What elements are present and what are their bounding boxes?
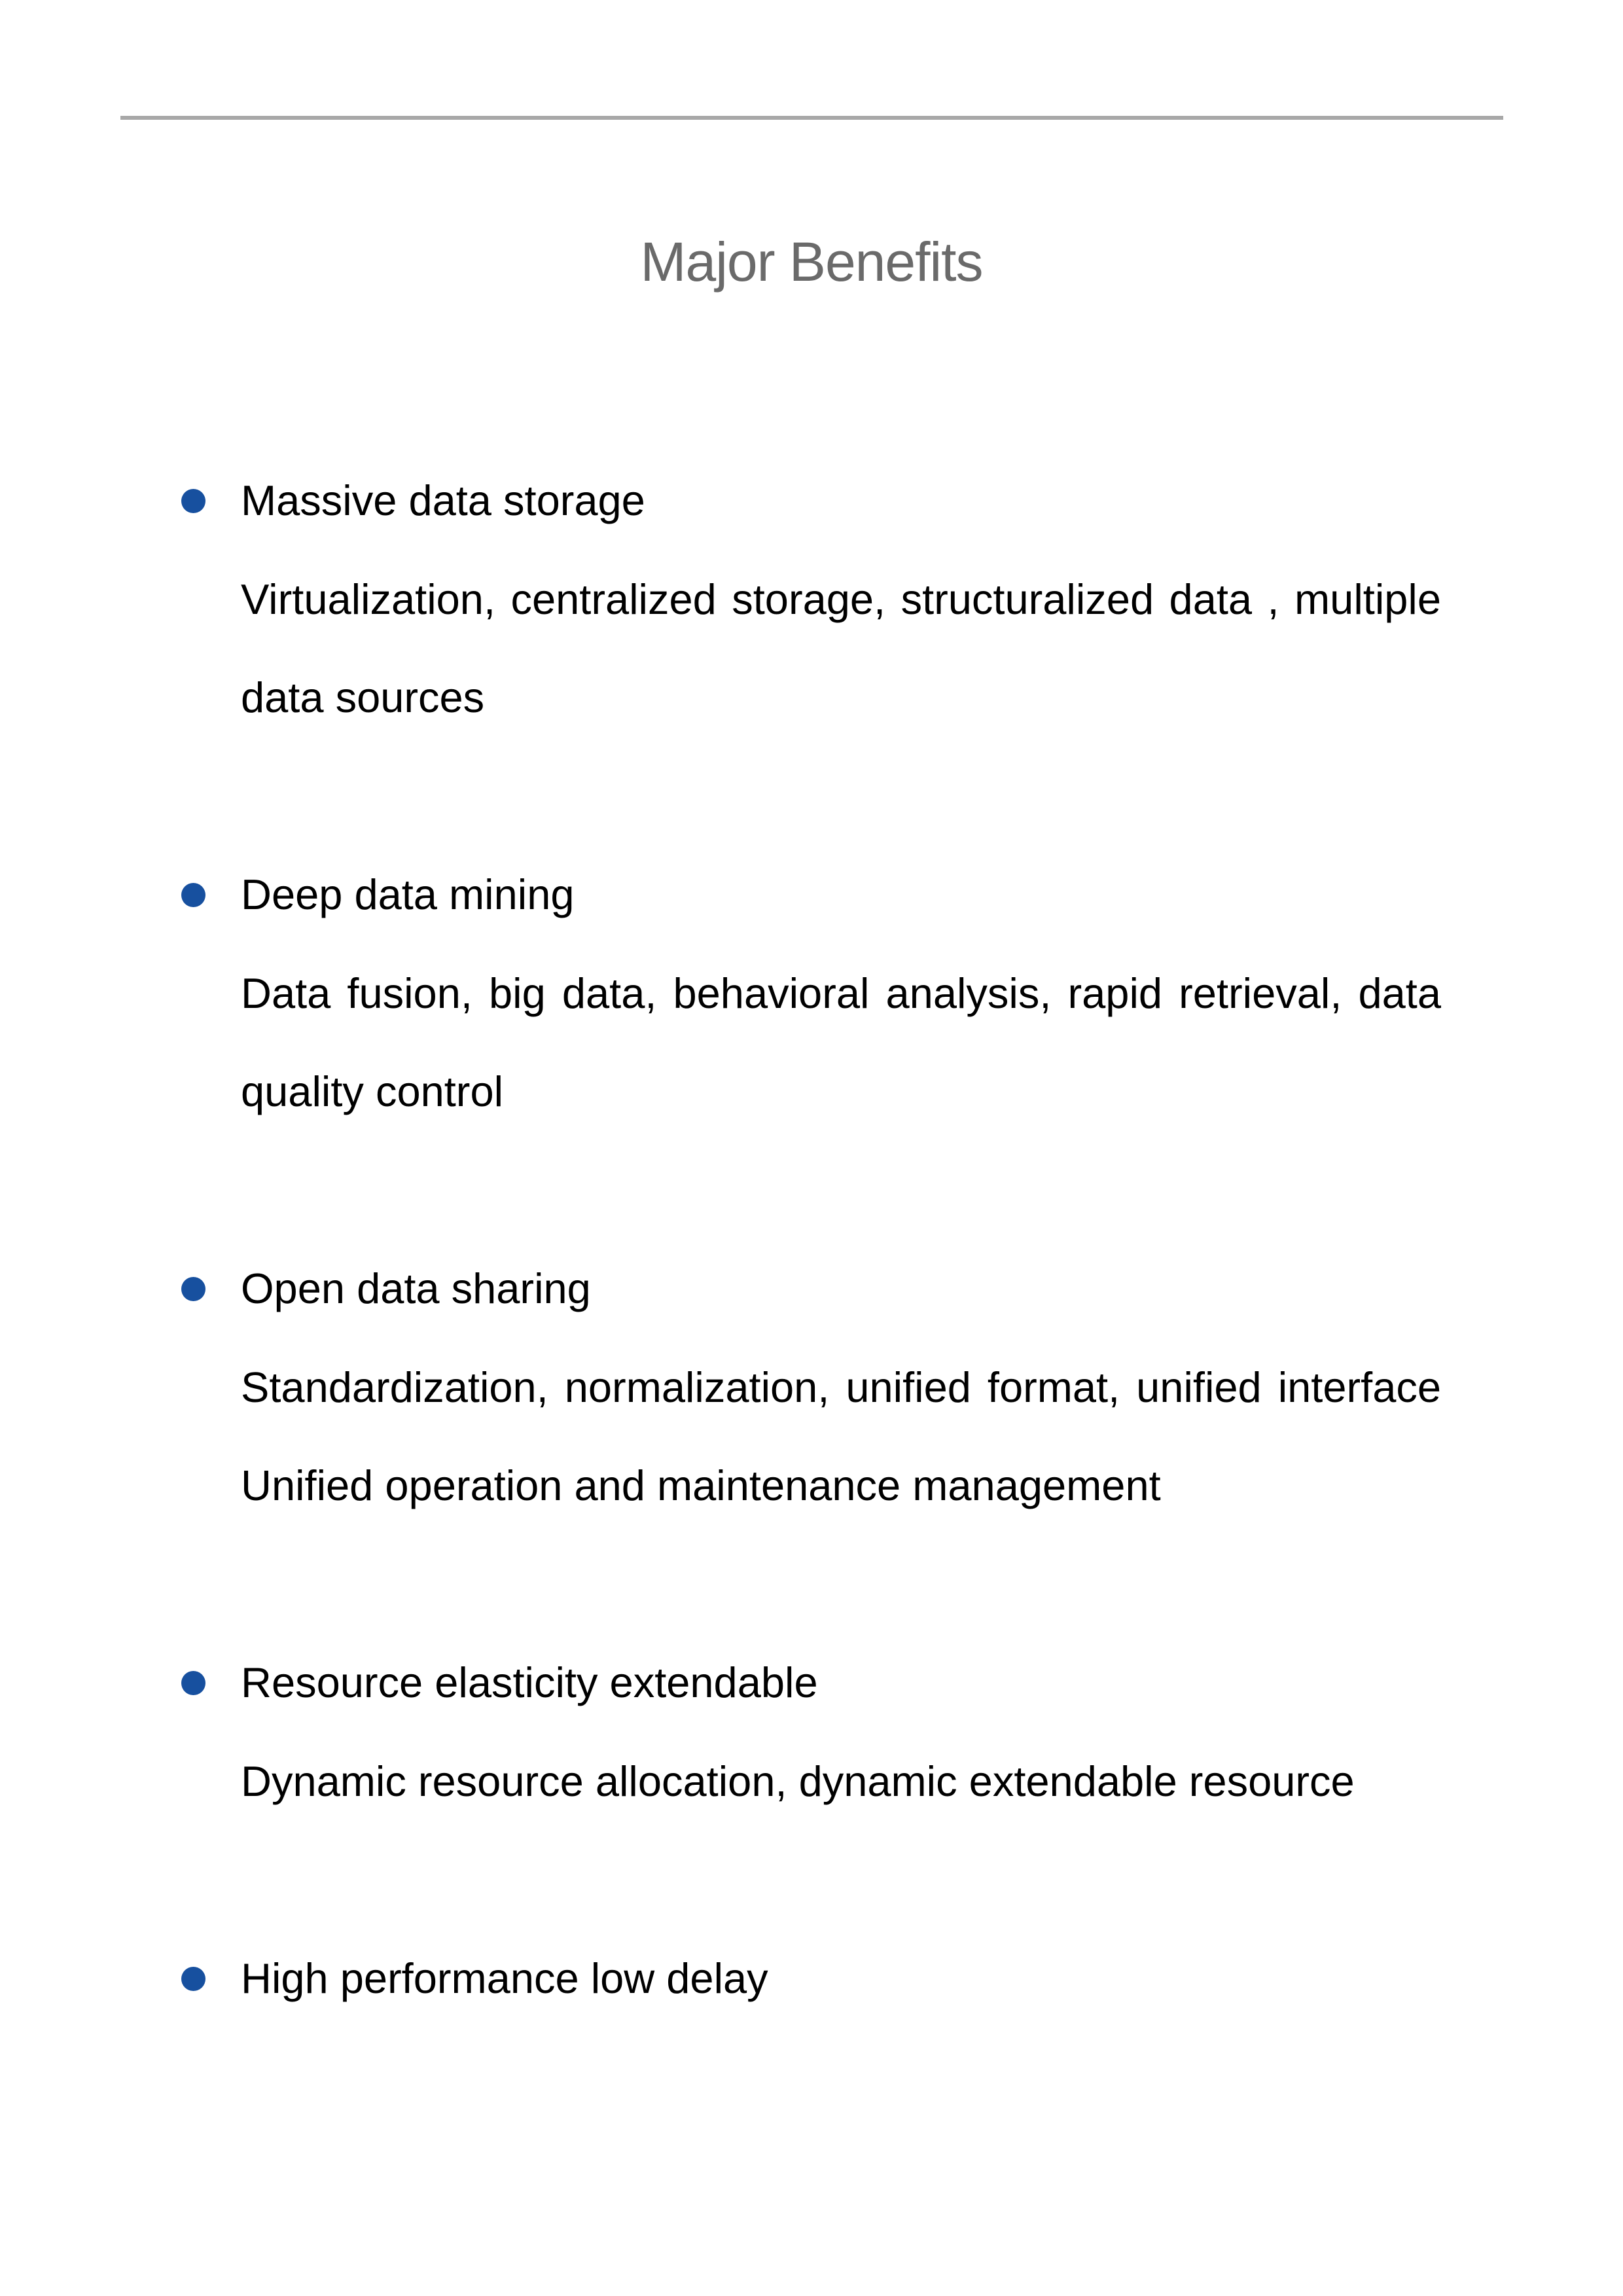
benefit-detail-line: Dynamic resource allocation, dynamic extendable resource [241,1757,1355,1805]
benefits-list [241,452,1441,2028]
benefit-item-2 [241,846,1441,1141]
benefit-item-1 [241,452,1441,747]
bullet-icon [181,1277,205,1301]
benefit-heading: High performance low delay [241,1954,768,2002]
benefit-detail-line: Data fusion, big data, behavioral analysis, rapid retrieval, data [241,969,1441,1017]
benefit-item-5 [241,1929,1441,2028]
benefit-heading: Open data sharing [241,1265,591,1312]
benefit-detail-line: Standardization, normalization, unified format, unified interface [241,1363,1441,1411]
benefit-detail-line: Unified operation and maintenance management [241,1462,1161,1509]
bullet-icon [181,883,205,907]
benefit-item-4 [241,1634,1441,1831]
benefit-detail-line: Virtualization, centralized storage, structuralized data , multiple [241,575,1441,623]
header-rule [120,116,1503,120]
benefit-heading: Resource elasticity extendable [241,1659,818,1706]
benefit-item-3 [241,1240,1441,1535]
benefit-heading: Massive data storage [241,476,645,524]
page-title: Major Benefits [640,231,983,293]
benefit-heading: Deep data mining [241,870,575,918]
bullet-icon [181,489,205,513]
bullet-icon [181,1671,205,1695]
benefit-detail-line: data sources [241,673,485,721]
benefit-detail-line: quality control [241,1067,504,1115]
bullet-icon [181,1967,205,1991]
